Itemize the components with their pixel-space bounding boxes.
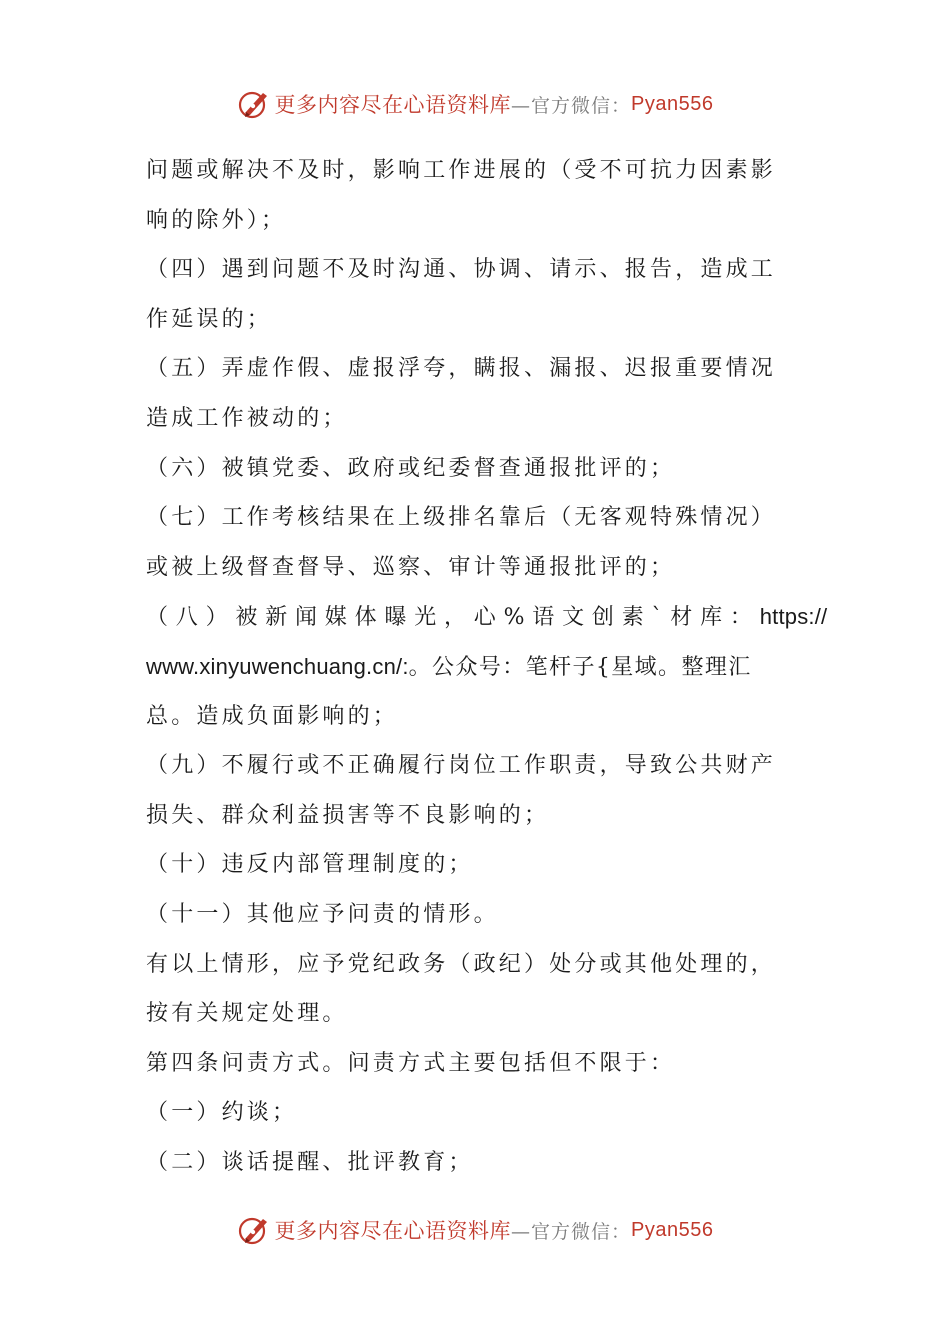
text-line: 造成工作被动的； bbox=[146, 405, 348, 431]
document-body bbox=[146, 146, 828, 1187]
watermark-banner-top bbox=[0, 82, 950, 126]
banner-sub-text: —官方微信： bbox=[511, 94, 632, 117]
banner-wechat-id: Pyan556 bbox=[631, 92, 714, 115]
text-line: 有以上情形，应予党纪政务（政纪）处分或其他处理的， bbox=[146, 951, 777, 977]
text-line: 总。造成负面影响的； bbox=[146, 703, 399, 729]
watermark-banner-bottom bbox=[0, 1208, 950, 1252]
text-line: （六）被镇党委、政府或纪委督查通报批评的； bbox=[146, 455, 676, 481]
text-line: 响的除外）； bbox=[146, 207, 287, 233]
text-line: 问题或解决不及时，影响工作进展的（受不可抗力因素影 bbox=[146, 158, 777, 183]
banner-wechat-id: Pyan556 bbox=[631, 1218, 714, 1241]
account-text: 。公众号：笔杆子{星域。整理汇 bbox=[408, 654, 752, 680]
text-line: 或被上级督查督导、巡察、审计等通报批评的； bbox=[146, 554, 676, 580]
text-line-media bbox=[146, 592, 828, 642]
pen-logo-icon bbox=[237, 1213, 271, 1247]
text-line: （四）遇到问题不及时沟通、协调、请示、报告，造成工 bbox=[146, 257, 777, 283]
media-clause-text: （八）被新闻媒体曝光，心%语文创素`材库： bbox=[146, 605, 760, 631]
text-line: 第四条问责方式。问责方式主要包括但不限于： bbox=[146, 1050, 676, 1076]
text-line: （九）不履行或不正确履行岗位工作职责，导致公共财产 bbox=[146, 753, 777, 779]
text-line: 按有关规定处理。 bbox=[146, 1001, 348, 1027]
text-line: （七）工作考核结果在上级排名靠后（无客观特殊情况） bbox=[146, 505, 777, 531]
text-line: （五）弄虚作假、虚报浮夸，瞒报、漏报、迟报重要情况 bbox=[146, 356, 777, 382]
banner-main-text: 更多内容尽在心语资料库 bbox=[274, 93, 511, 117]
pen-logo-icon bbox=[237, 87, 271, 121]
text-line: 损失、群众利益损害等不良影响的； bbox=[146, 802, 550, 828]
text-line: （十一）其他应予问责的情形。 bbox=[146, 901, 499, 927]
text-line-url bbox=[146, 642, 808, 692]
url-text: www.xinyuwenchuang.cn/: bbox=[146, 653, 409, 679]
text-line: 作延误的； bbox=[146, 306, 273, 332]
url-fragment: https:// bbox=[759, 604, 828, 630]
text-line: （二）谈话提醒、批评教育； bbox=[146, 1149, 474, 1175]
banner-main-text: 更多内容尽在心语资料库 bbox=[274, 1219, 511, 1243]
text-line: （十）违反内部管理制度的； bbox=[146, 852, 474, 878]
text-line: （一）约谈； bbox=[146, 1100, 298, 1126]
banner-sub-text: —官方微信： bbox=[511, 1220, 632, 1243]
